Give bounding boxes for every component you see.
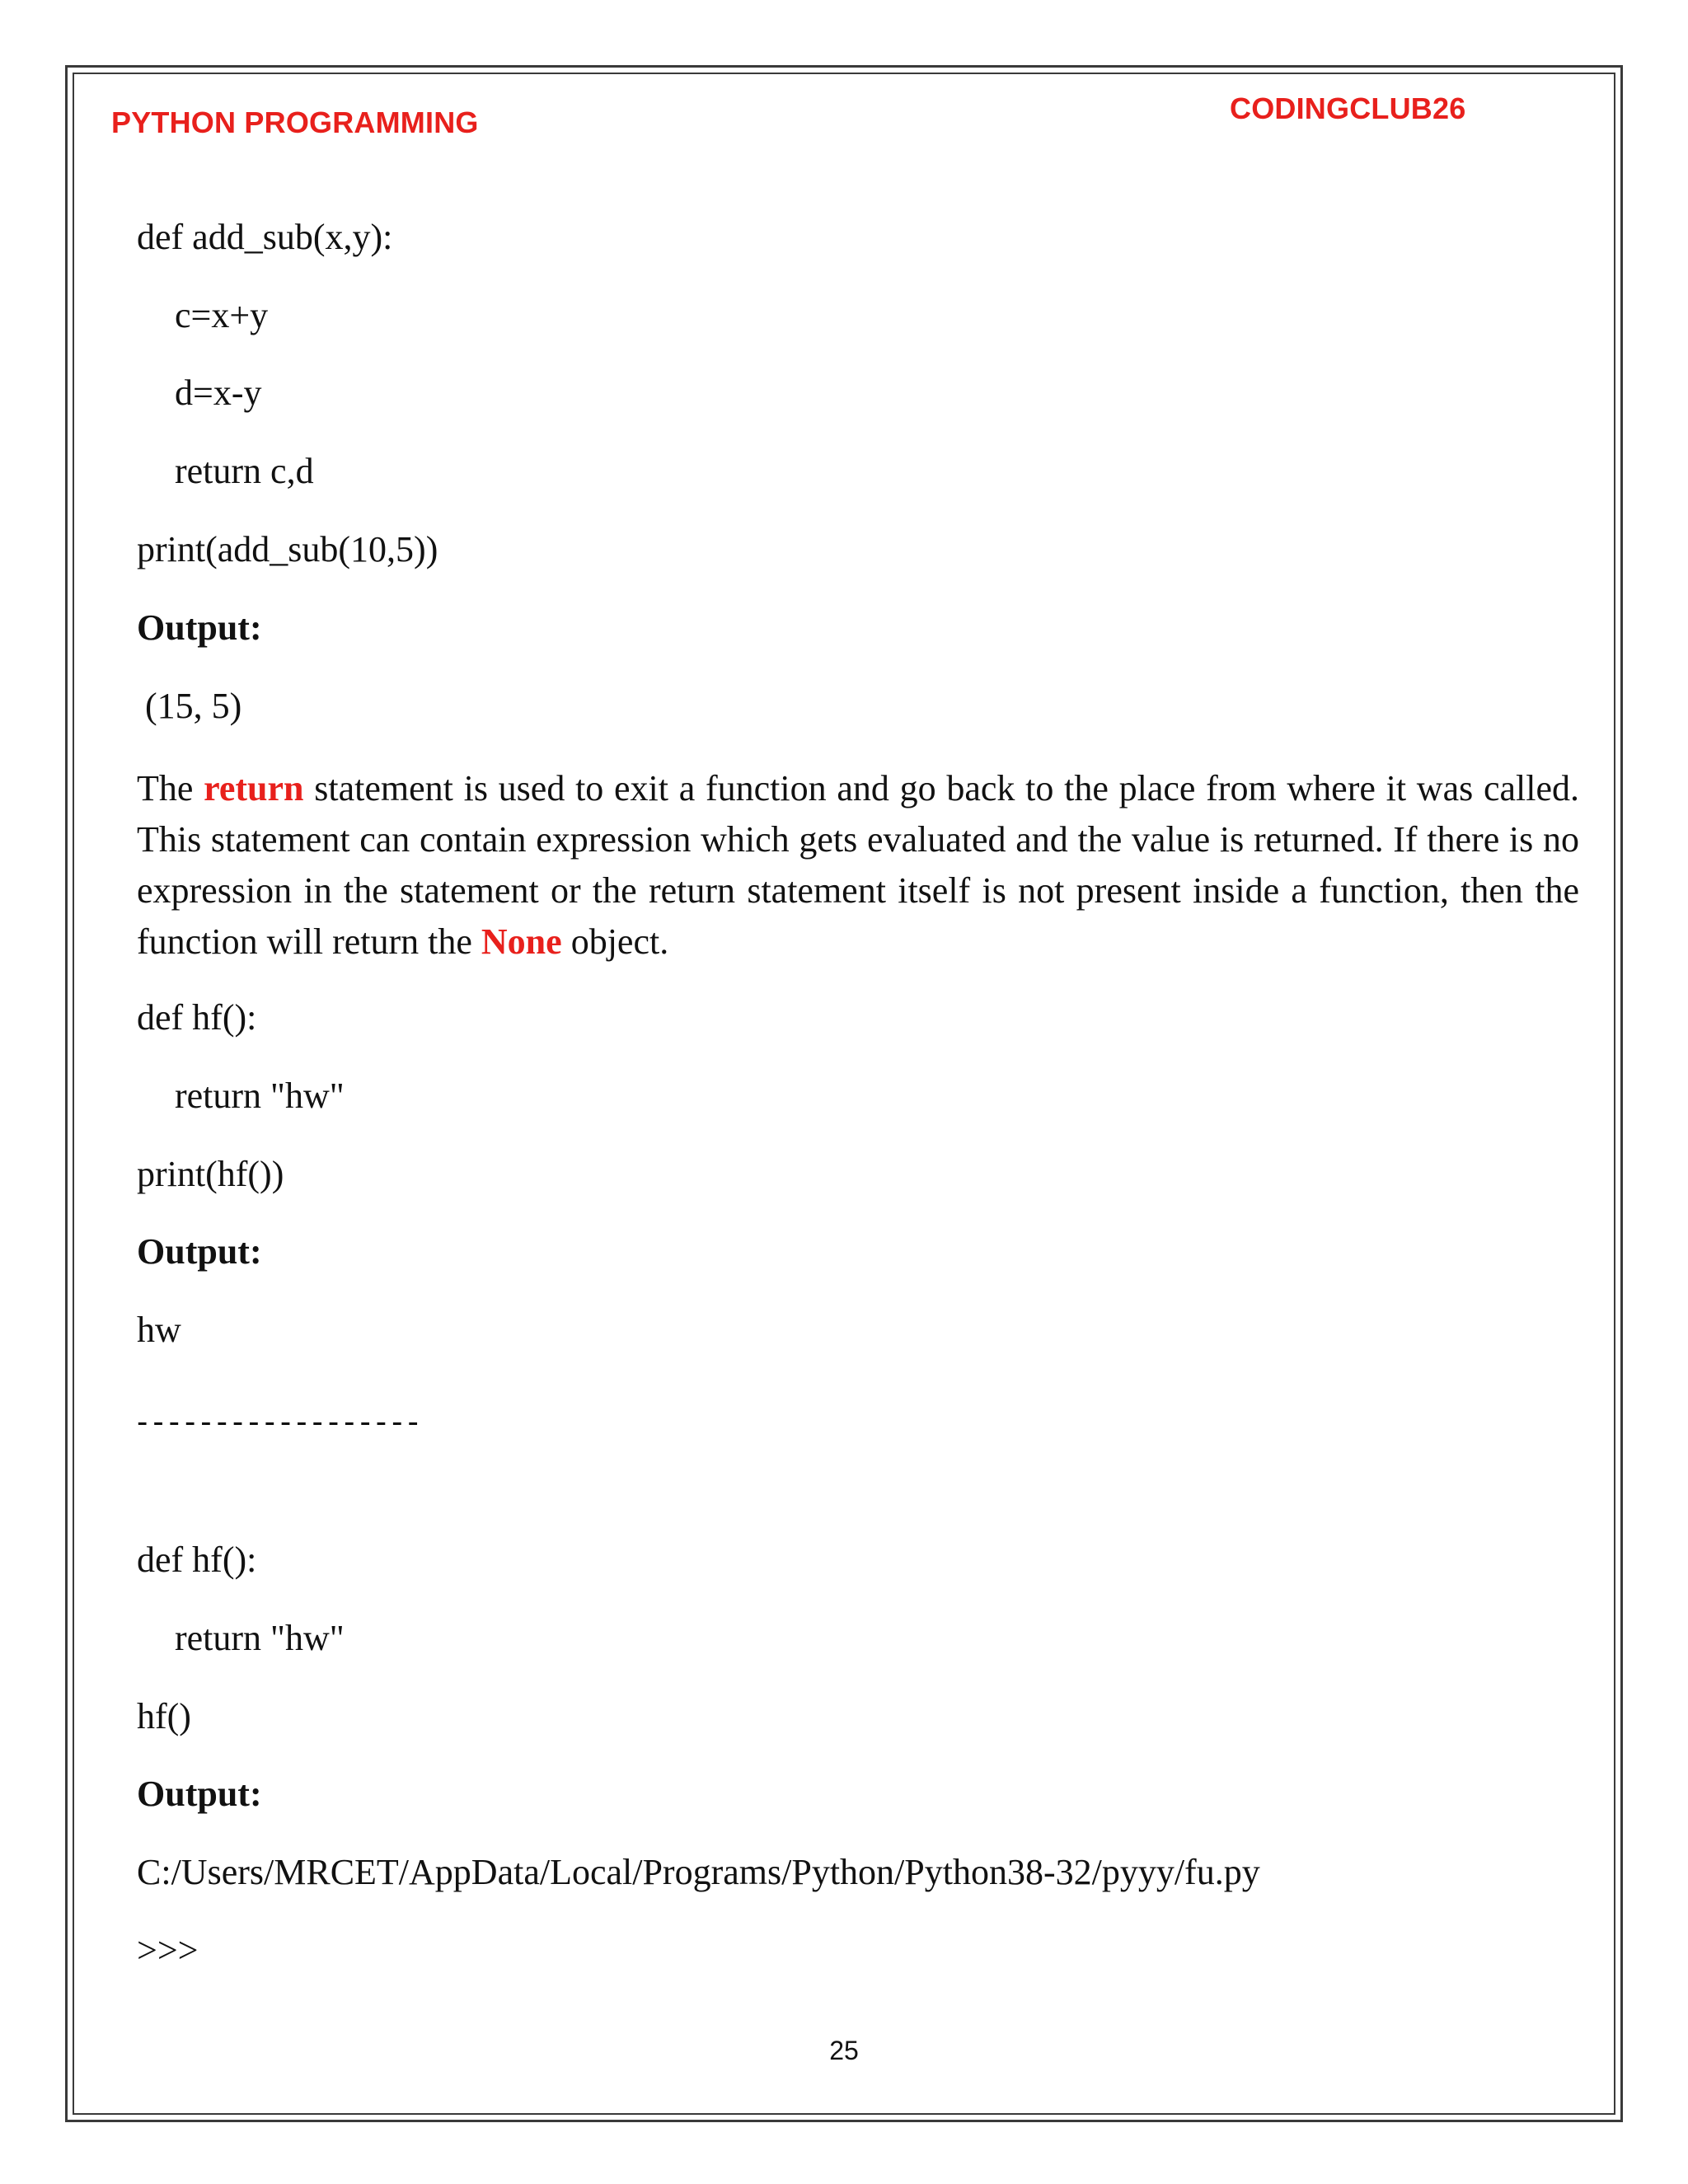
- code-line: hf(): [137, 1696, 191, 1736]
- separator-dashes: ------------------: [137, 1404, 424, 1440]
- code-line: def hf():: [137, 1540, 257, 1580]
- code-line: return "hw": [175, 1618, 345, 1658]
- code-line: c=x+y: [175, 295, 269, 335]
- code-line: print(add_sub(10,5)): [137, 529, 438, 569]
- code-line: return "hw": [175, 1076, 345, 1116]
- output-path: C:/Users/MRCET/AppData/Local/Programs/Python/Python38-32/pyyy/fu.py: [137, 1852, 1260, 1892]
- none-keyword: None: [481, 921, 562, 962]
- output-value: hw: [137, 1310, 181, 1350]
- para-text: statement is used to exit a function and go back to the place from where it was called. This statement can contain expression which gets evaluated and the value is returned. If there is no expression in the statement or the return statement itself is not present inside a function, then the function will return the: [137, 768, 1580, 962]
- para-text: The: [137, 768, 204, 808]
- code-line: def hf():: [137, 997, 257, 1038]
- code-line: def add_sub(x,y):: [137, 217, 393, 257]
- header-club: CODINGCLUB26: [1230, 91, 1466, 125]
- para-text: object.: [561, 921, 669, 962]
- page-number: 25: [829, 2036, 859, 2065]
- output-label: Output:: [137, 1231, 262, 1272]
- output-label: Output:: [137, 1774, 262, 1814]
- code-line: print(hf()): [137, 1154, 284, 1194]
- return-keyword: return: [204, 768, 304, 808]
- python-prompt: >>>: [137, 1930, 199, 1971]
- return-explanation: [137, 763, 1579, 968]
- code-line: d=x-y: [175, 373, 262, 413]
- output-value: (15, 5): [145, 686, 242, 726]
- header-title: PYTHON PROGRAMMING: [111, 105, 479, 139]
- output-label: Output:: [137, 607, 262, 648]
- code-line: return c,d: [175, 451, 314, 491]
